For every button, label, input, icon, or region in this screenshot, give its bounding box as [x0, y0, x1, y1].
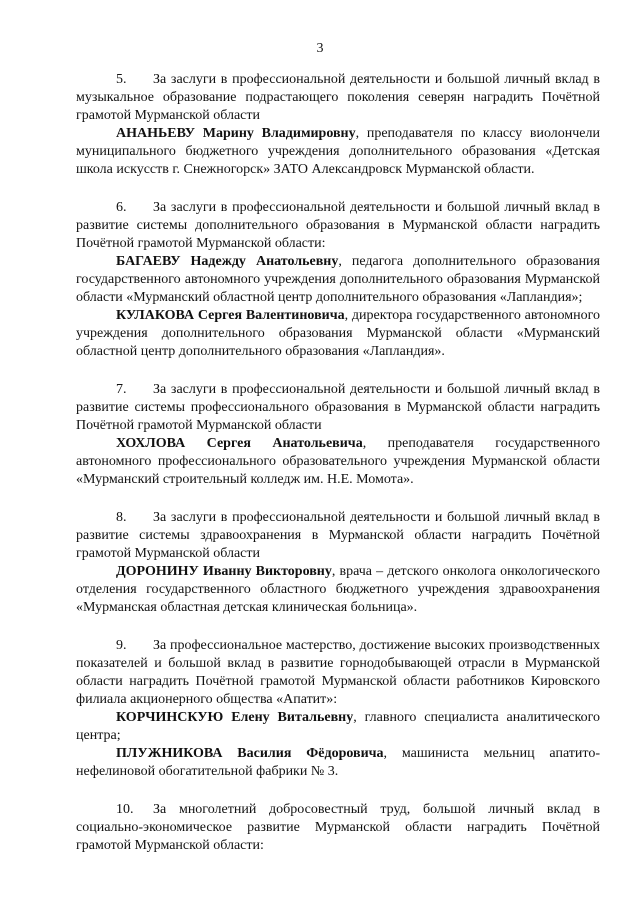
awardee	[76, 709, 600, 745]
awardee-name: ДОРОНИНУ Иванну Викторовну	[116, 564, 332, 579]
awardee	[76, 307, 600, 361]
document-body	[76, 71, 600, 875]
awardee-name: АНАНЬЕВУ Марину Владимировну	[116, 126, 356, 141]
awardee-description: , педагога дополнительного образования государственного автономного учреждения дополнительного образования Мурманской области «Мурманский областной центр дополнительного образования «Лапландия»;	[76, 254, 600, 305]
item-number: 8.	[116, 510, 127, 525]
award-item-7	[76, 381, 600, 489]
awardee	[76, 125, 600, 179]
awardee-name: КОРЧИНСКУЮ Елену Витальевну	[116, 710, 354, 725]
award-item-6	[76, 199, 600, 361]
award-intro: 5. За заслуги в профессиональной деятельности и большой личный вклад в музыкальное образование подрастающего поколения северян наградить Почётной грамотой Мурманской области	[76, 72, 600, 123]
award-item-10	[76, 801, 600, 855]
awardee	[76, 563, 600, 617]
award-item-5	[76, 71, 600, 179]
awardee-description: , главного специалиста аналитического центра;	[76, 710, 600, 743]
item-number: 10.	[116, 802, 134, 817]
awardee-name: ХОХЛОВА Сергея Анатольевича	[116, 436, 363, 451]
awardee-name: БАГАЕВУ Надежду Анатольевну	[116, 254, 339, 269]
page-number: 3	[316, 41, 324, 56]
award-intro: 9. За профессиональное мастерство, достижение высоких производственных показателей и большой вклад в развитие горнодобывающей отрасли в Мурманской области наградить Почётной грамотой Мурманской области работников Кировского филиала акционерного общества «Апатит»:	[76, 638, 600, 707]
awardee-description: , директора государственного автономного учреждения дополнительного образования Мурманской области «Мурманский областной центр дополнительного образования «Лапландия».	[76, 308, 601, 359]
awardee-description: , машиниста мельниц апатито-нефелиновой обогатительной фабрики № 3.	[76, 746, 601, 779]
item-number: 5.	[116, 72, 127, 87]
awardee	[76, 745, 600, 781]
award-intro: 10. За многолетний добросовестный труд, большой личный вклад в социально-экономическое развитие Мурманской области наградить Почётной грамотой Мурманской области:	[76, 802, 600, 853]
award-item-8	[76, 509, 600, 617]
award-intro: 8. За заслуги в профессиональной деятельности и большой личный вклад в развитие системы здравоохранения в Мурманской области наградить Почётной грамотой Мурманской области	[76, 510, 600, 561]
awardee-description: , преподавателя государственного автономного профессионального образовательного учреждения Мурманской области «Мурманский строительный колледж им. Н.Е. Момота».	[76, 436, 600, 487]
award-intro: 6. За заслуги в профессиональной деятельности и большой личный вклад в развитие системы дополнительного образования в Мурманской области наградить Почётной грамотой Мурманской области:	[76, 200, 600, 251]
awardee-name: КУЛАКОВА Сергея Валентиновича	[116, 308, 345, 323]
awardee-name: ПЛУЖНИКОВА Василия Фёдоровича	[116, 746, 384, 761]
awardee	[76, 435, 600, 489]
item-number: 9.	[116, 638, 127, 653]
awardee-description: , преподавателя по классу виолончели муниципального бюджетного учреждения дополнительного образования «Детская школа искусств г. Снежногорск» ЗАТО Александровск Мурманской области.	[76, 126, 600, 177]
item-number: 7.	[116, 382, 127, 397]
awardee	[76, 253, 600, 307]
item-number: 6.	[116, 200, 127, 215]
award-intro: 7. За заслуги в профессиональной деятельности и большой личный вклад в развитие системы профессионального образования в Мурманской области наградить Почётной грамотой Мурманской области	[76, 382, 600, 433]
award-item-9	[76, 637, 600, 781]
awardee-description: , врача – детского онколога онкологического отделения государственного областного бюджетного учреждения здравоохранения «Мурманская областная детская клиническая больница».	[76, 564, 600, 615]
